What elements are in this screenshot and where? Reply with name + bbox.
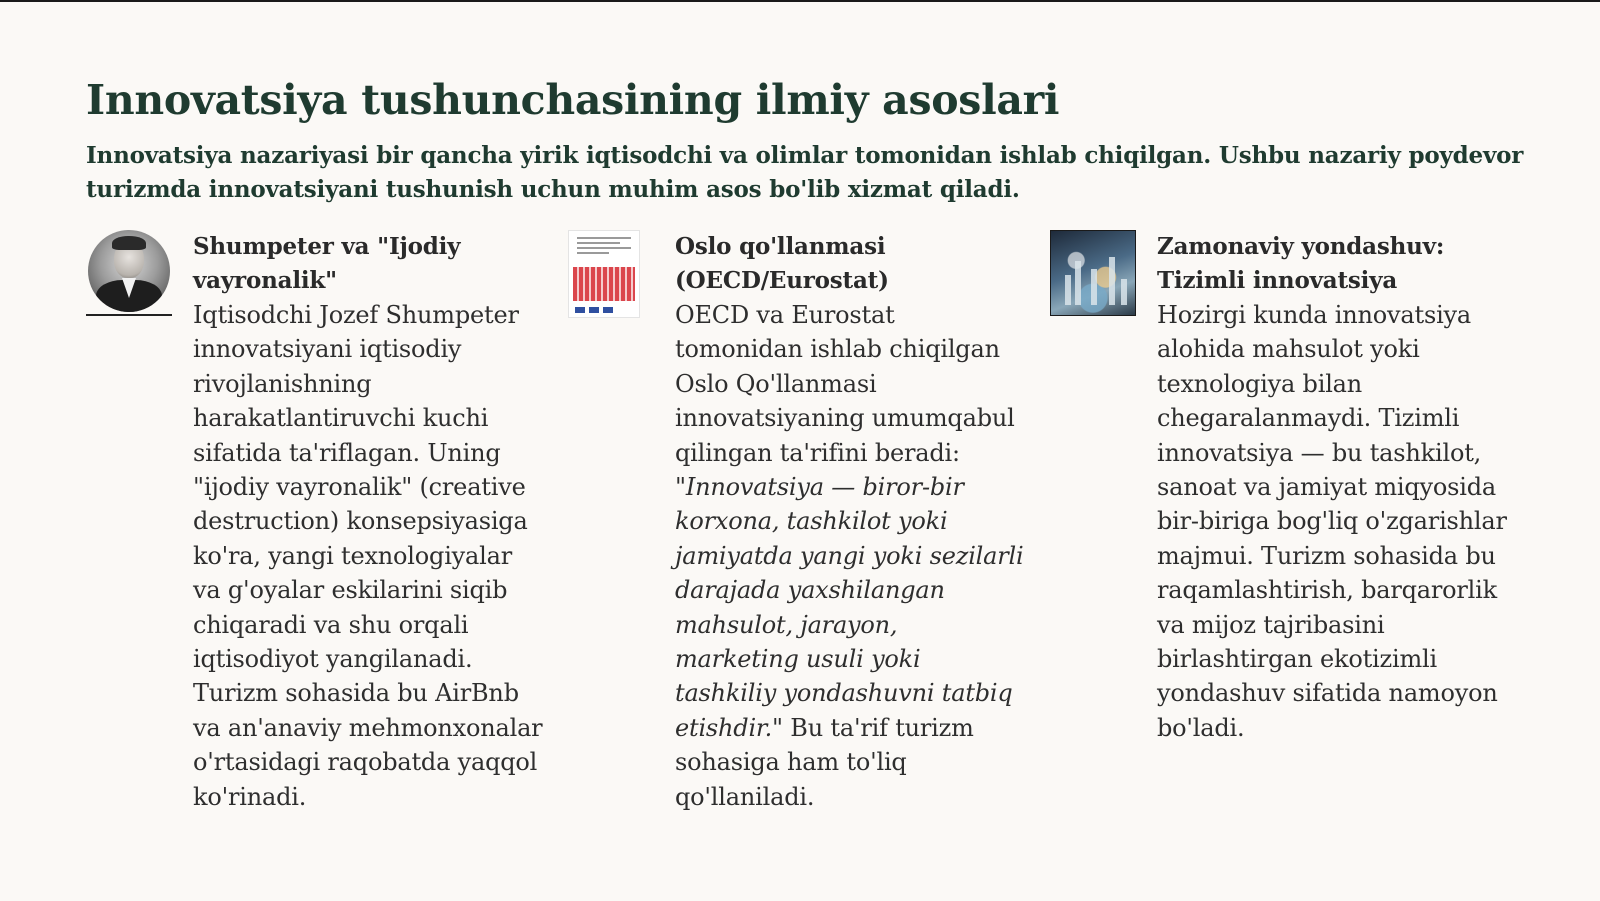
portrait-photo-icon bbox=[86, 230, 172, 316]
card-title: Zamonaviy yondashuv: Tizimli innovatsiya bbox=[1157, 233, 1445, 294]
slide-subtitle: Innovatsiya nazariyasi bir qancha yirik iqtisodchi va olimlar tomonidan ishlab chiqilgan. Ushbu nazariy poydevor turizmda innovatsiyani tushunish uchun muhim asos bo'lib xizmat qiladi. bbox=[86, 142, 1524, 203]
card-body-quote: "Innovatsiya — biror-bir korxona, tashkilot yoki jamiyatda yangi yoki sezilarli darajada yaxshilangan mahsulot, jarayon, marketing usuli yoki tashkiliy yondashuvni tatbiq etishdir." bbox=[675, 473, 1024, 742]
card-body: Iqtisodchi Jozef Shumpeter innovatsiyani iqtisodiy rivojlanishning harakatlantiruvchi kuchi sifatida ta'riflagan. Uning "ijodiy vayronalik" (creative destruction) konsepsiyasiga ko'ra, yangi texnologiyalar va g'oyalar eskilarini siqib chiqaradi va shu orqali iqtisodiyot yangilanadi. Turizm sohasida bu AirBnb va an'anaviy mehmonxonalar o'rtasidagi raqobatda yaqqol ko'rinadi. bbox=[193, 301, 543, 811]
card-body: Hozirgi kunda innovatsiya alohida mahsulot yoki texnologiya bilan chegaralanmaydi. Tizimli innovatsiya — bu tashkilot, sanoat va jamiyat miqyosida bir-biriga bog'liq o'zgarishlar majmui. Turizm sohasida bu raqamlashtirish, barqarorlik va mijoz tajribasini birlashtirgan ekotizimli yondashuv sifatida namoyon bo'ladi. bbox=[1157, 301, 1507, 742]
card-body-outro: Bu ta'rif turizm sohasiga ham to'liq qo'llaniladi. bbox=[675, 713, 974, 811]
slide-title: Innovatsiya tushunchasining ilmiy asoslari bbox=[86, 76, 1060, 124]
city-illustration-icon bbox=[1050, 230, 1136, 316]
card-body bbox=[675, 298, 1025, 814]
card-title: Oslo qo'llanmasi (OECD/Eurostat) bbox=[675, 233, 889, 294]
card-body-intro: OECD va Eurostat tomonidan ishlab chiqilgan Oslo Qo'llanmasi innovatsiyaning umumqabul qilingan ta'rifini beradi: bbox=[675, 301, 1015, 467]
slide bbox=[0, 2, 1600, 901]
card-title: Shumpeter va "Ijodiy vayronalik" bbox=[193, 233, 461, 294]
manual-cover-icon bbox=[568, 230, 654, 316]
